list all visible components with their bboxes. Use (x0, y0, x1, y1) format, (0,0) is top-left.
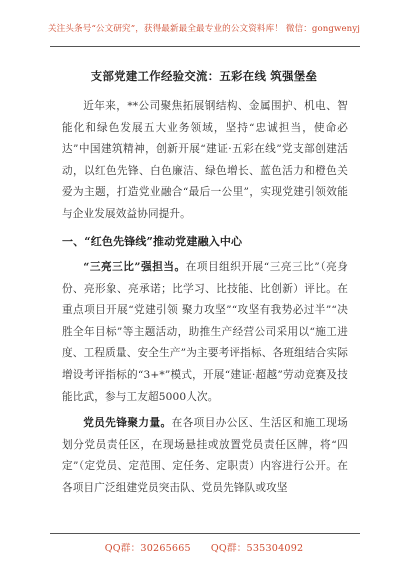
footer-contact (0, 540, 408, 554)
intro-paragraph: 近年来，**公司聚焦拓展钢结构、金属围护、机电、智能化和绿色发展五大业务领域，坚持“忠诚担当，使命必达”中国建筑精神，创新开展“建证·五彩在线”党支部创建活动，以红色先锋、白色廉洁、绿色增长、蓝色活力和橙色关爱为主题，打造党业融合“最后一公里”，实现党建引领效能与企业发展效益协同提升。 (62, 100, 348, 220)
paragraph-party-vanguard (62, 413, 348, 499)
paragraph-lead: 党员先锋聚力量。 (83, 417, 172, 429)
footer-qq-group-2: QQ群：535304092 (210, 543, 304, 554)
paragraph-lead: “三亮三比”强担当。 (83, 261, 186, 273)
paragraph-text: 在项目组织开展“三亮三比”（亮身份、亮形象、亮承诺；比学习、比技能、比创新）评比。在重点项目开展“党建引领 聚力攻坚”“攻坚有我势必过半”“决胜全年目标”等主题活动，助推生产经营公司采用以“施工进度、工程质量、安全生产”为主要考评指标、各班组结合实际增设考评指标的“3+*”模式，开展“建证·超越”劳动竞赛及技能比武，参与工友超5000人次。 (62, 261, 349, 403)
header-divider (50, 46, 360, 47)
header-promo-note: 关注头条号“公文研究”，获得最新最全最专业的公文资料库！ 微信：gongwenyj (47, 24, 361, 34)
paragraph-text: 在各项目办公区、生活区和施工现场划分党员责任区，在现场悬挂或放置党员责任区牌，将“四定”（定党员、定范围、定任务、定职责）内容进行公开。在各项目广泛组建党员突击队、党员先锋队或攻坚 (62, 417, 348, 494)
paragraph-sanliang-sanbi (62, 257, 348, 408)
footer-divider (50, 533, 360, 534)
footer-qq-group-1: QQ群：30265665 (104, 543, 191, 554)
section-heading: 一、“红色先锋线”推动党建融入中心 (62, 235, 243, 248)
document-title: 支部党建工作经验交流：五彩在线 筑强堡垒 (90, 69, 318, 83)
